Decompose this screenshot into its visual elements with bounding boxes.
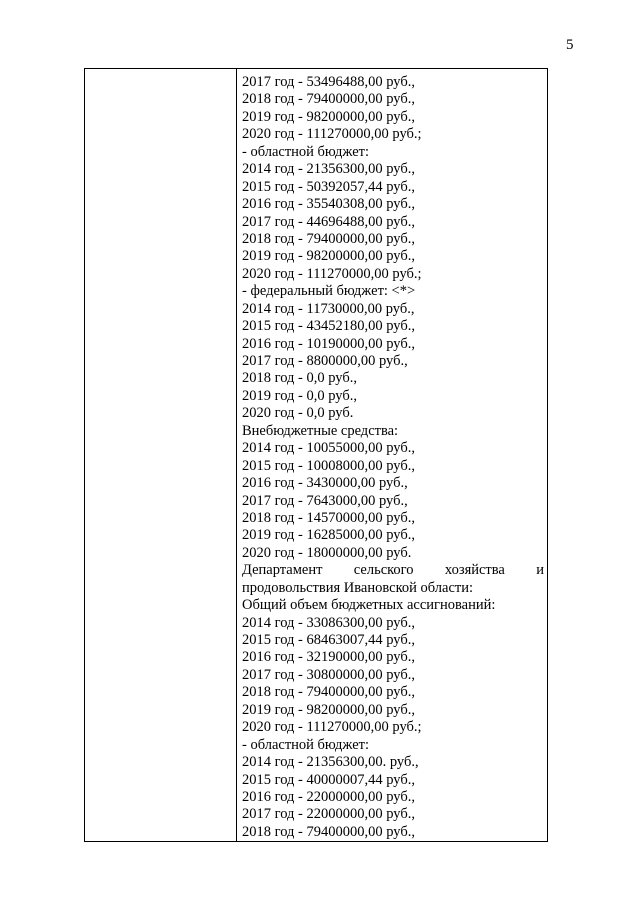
- text-line: 2016 год - 32190000,00 руб.,: [242, 649, 415, 666]
- text-line: 2020 год - 0,0 руб.: [242, 405, 354, 422]
- text-line: продовольствия Ивановской области:: [242, 579, 474, 596]
- budget-table: [84, 68, 548, 842]
- text-line: - областной бюджет:: [242, 736, 370, 753]
- text-line: 2016 год - 3430000,00 руб.,: [242, 475, 408, 492]
- table-content-cell: [242, 74, 544, 841]
- text-line: 2020 год - 111270000,00 руб.;: [242, 719, 422, 736]
- text-line: 2018 год - 14570000,00 руб.,: [242, 509, 415, 526]
- text-line: - областной бюджет:: [242, 143, 370, 160]
- text-line: 2017 год - 22000000,00 руб.,: [242, 806, 415, 823]
- text-line: 2020 год - 111270000,00 руб.;: [242, 126, 422, 143]
- text-line: 2017 год - 53496488,00 руб.,: [242, 74, 415, 90]
- text-line: 2014 год - 21356300,00 руб.,: [242, 161, 415, 178]
- text-line: 2018 год - 79400000,00 руб.,: [242, 823, 415, 840]
- text-line: 2018 год - 79400000,00 руб.,: [242, 230, 415, 247]
- text-line: 2017 год - 44696488,00 руб.,: [242, 213, 415, 230]
- text-line: 2018 год - 79400000,00 руб.,: [242, 684, 415, 701]
- text-line: Внебюджетные средства:: [242, 422, 399, 439]
- text-line: 2014 год - 21356300,00. руб.,: [242, 754, 419, 771]
- text-line: 2019 год - 98200000,00 руб.,: [242, 701, 415, 718]
- text-line: 2015 год - 43452180,00 руб.,: [242, 318, 415, 335]
- page-number: 5: [566, 37, 574, 53]
- text-line: 2015 год - 68463007,44 руб.,: [242, 632, 415, 648]
- text-line: 2017 год - 30800000,00 руб.,: [242, 666, 415, 683]
- text-line: 2015 год - 10008000,00 руб.,: [242, 457, 415, 474]
- text-line: 2019 год - 0,0 руб.,: [242, 387, 357, 404]
- text-line: 2015 год - 40000007,44 руб.,: [242, 771, 415, 788]
- text-line: Департамент сельского хозяйства и: [242, 562, 544, 579]
- text-line: 2020 год - 111270000,00 руб.;: [242, 265, 422, 282]
- text-line: 2017 год - 8800000,00 руб.,: [242, 353, 408, 369]
- text-line: 2016 год - 10190000,00 руб.,: [242, 335, 415, 352]
- text-line: 2014 год - 33086300,00 руб.,: [242, 614, 415, 631]
- text-line: - федеральный бюджет: <*>: [242, 283, 416, 300]
- text-line: 2014 год - 11730000,00 руб.,: [242, 300, 415, 317]
- table-left-cell: [85, 69, 236, 841]
- text-line: 2018 год - 79400000,00 руб.,: [242, 91, 415, 108]
- text-line: 2016 год - 35540308,00 руб.,: [242, 196, 415, 213]
- text-line: 2015 год - 50392057,44 руб.,: [242, 178, 415, 195]
- text-line: Общий объем бюджетных ассигнований:: [242, 597, 496, 614]
- text-line: 2019 год - 16285000,00 руб.,: [242, 527, 415, 544]
- column-divider: [236, 69, 237, 841]
- text-line: 2016 год - 22000000,00 руб.,: [242, 788, 415, 805]
- text-line: 2017 год - 7643000,00 руб.,: [242, 492, 408, 509]
- text-line: 2020 год - 18000000,00 руб.: [242, 544, 412, 561]
- text-line: 2019 год - 98200000,00 руб.,: [242, 248, 415, 265]
- text-line: 2018 год - 0,0 руб.,: [242, 370, 357, 387]
- text-line: 2019 год - 98200000,00 руб.,: [242, 108, 415, 125]
- text-line: 2014 год - 10055000,00 руб.,: [242, 440, 415, 457]
